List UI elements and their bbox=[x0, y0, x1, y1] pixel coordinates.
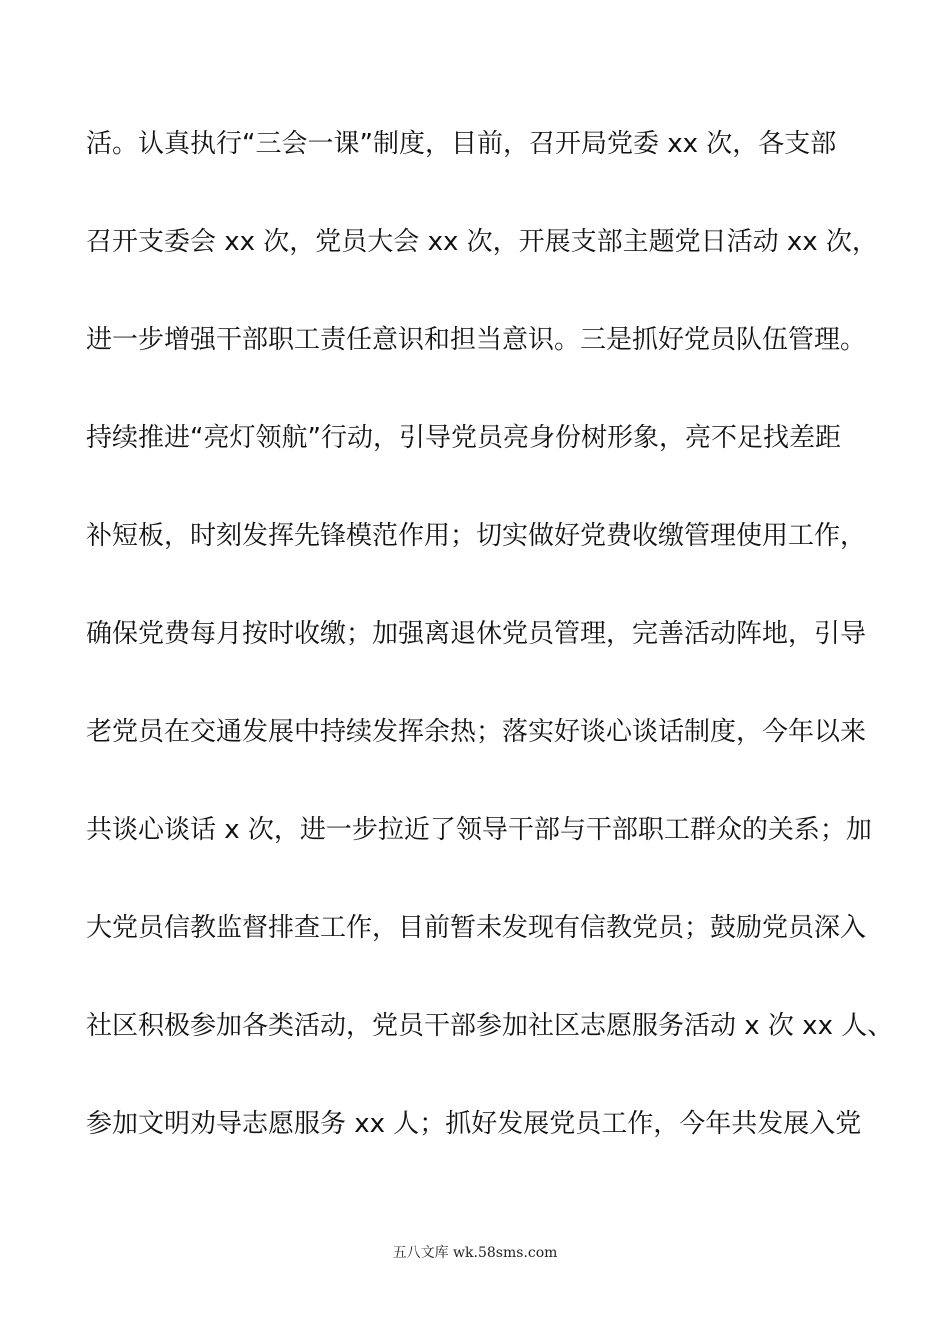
text-line-11: 参加文明劝导志愿服务 xx 人；抓好发展党员工作，今年共发展入党 bbox=[86, 1109, 862, 1139]
text-line-1: 活。认真执行“三会一课”制度，目前，召开局党委 xx 次，各支部 bbox=[86, 129, 837, 159]
text-line-8: 共谈心谈话 x 次，进一步拉近了领导干部与干部职工群众的关系；加 bbox=[86, 815, 872, 845]
text-line-5: 补短板，时刻发挥先锋模范作用；切实做好党费收缴管理使用工作， bbox=[86, 521, 867, 551]
body-text bbox=[86, 118, 894, 1196]
text-line-7: 老党员在交通发展中持续发挥余热；落实好谈心谈话制度，今年以来 bbox=[86, 717, 867, 747]
text-line-9: 大党员信教监督排查工作，目前暂未发现有信教党员；鼓励党员深入 bbox=[86, 913, 867, 943]
text-line-6: 确保党费每月按时收缴；加强离退休党员管理，完善活动阵地，引导 bbox=[86, 619, 867, 649]
text-line-3: 进一步增强干部职工责任意识和担当意识。三是抓好党员队伍管理。 bbox=[86, 325, 867, 355]
footer-watermark: 五八文库 wk.58sms.com bbox=[392, 1245, 558, 1261]
text-line-4: 持续推进“亮灯领航”行动，引导党员亮身份树形象，亮不足找差距 bbox=[86, 423, 841, 453]
text-line-10: 社区积极参加各类活动，党员干部参加社区志愿服务活动 x 次 xx 人、 bbox=[86, 1011, 894, 1041]
text-line-2: 召开支委会 xx 次，党员大会 xx 次，开展支部主题党日活动 xx 次， bbox=[86, 227, 878, 257]
